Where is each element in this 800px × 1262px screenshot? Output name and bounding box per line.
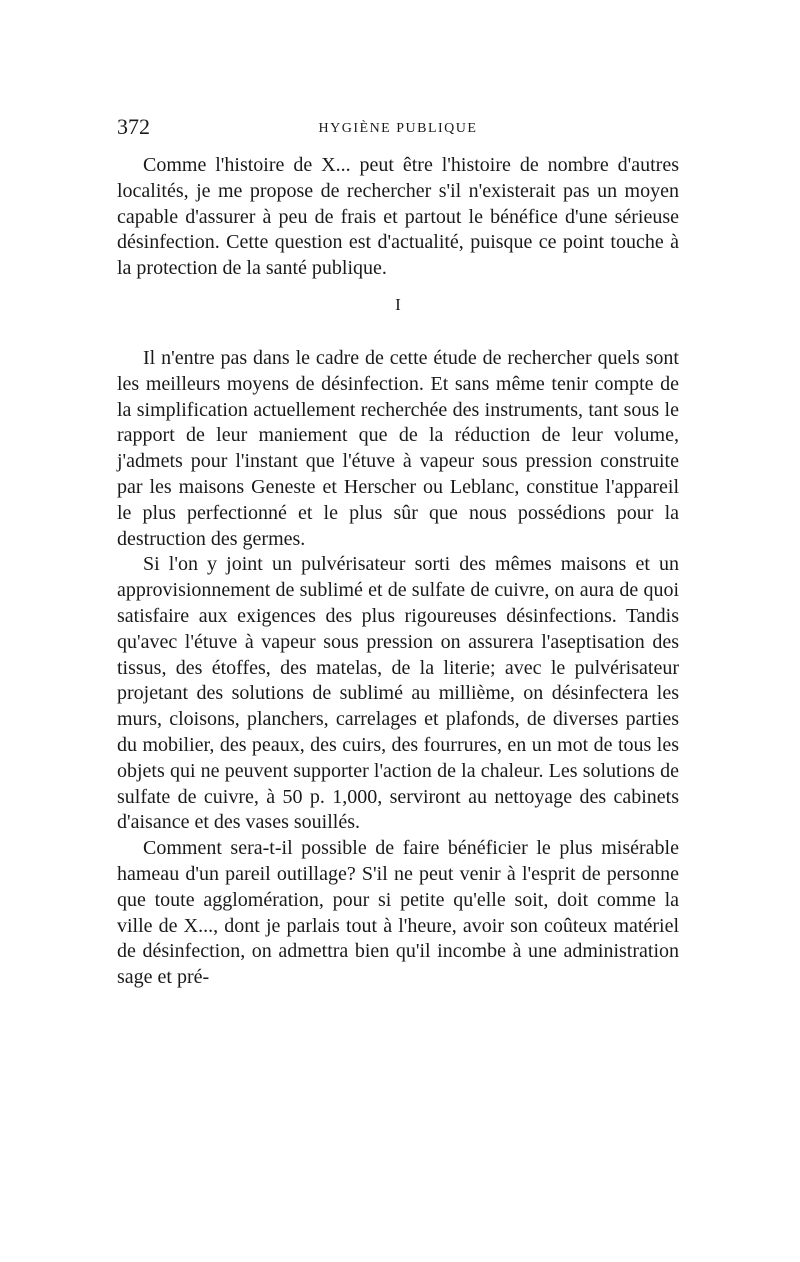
body-text — [117, 153, 679, 991]
paragraph-pulverisateur: Si l'on y joint un pulvérisateur sorti des mêmes maisons et un approvisionnement de sublimé et de sulfate de cuivre, on aura de quoi satisfaire aux exigences des plus rigoureuses désinfections. Tandis qu'avec l'étuve à vapeur sous pression on assurera l'aseptisation des tissus, des étoffes, des matelas, de la literie; avec le pulvérisateur projetant des solutions de sublimé au millième, on désinfectera les murs, cloisons, planchers, carrelages et plafonds, de diverses parties du mobilier, des peaux, des cuirs, des fourrures, en un mot de tous les objets qui ne peuvent supporter l'action de la chaleur. Les solutions de sulfate de cuivre, à 50 p. 1,000, serviront au nettoyage des cabinets d'aisance et des vases souillés. — [117, 553, 679, 834]
paragraph-intro: Comme l'histoire de X... peut être l'histoire de nombre d'autres localités, je me propose de rechercher s'il n'existerait pas un moyen capable d'assurer à peu de frais et partout le bénéfice d'une sérieuse désinfection. Cette question est d'actualité, puisque ce point touche à la protection de la santé publique. — [117, 154, 679, 280]
page-header — [117, 112, 679, 142]
paragraph-disinfection-means: Il n'entre pas dans le cadre de cette étude de rechercher quels sont les meilleurs moyens de désinfection. Et sans même tenir compte de la simplification actuellement recherchée des instruments, tant sous le rapport de leur maniement que de la réduction de leur volume, j'admets pour l'instant que l'étuve à vapeur sous pression construite par les maisons Geneste et Herscher ou Leblanc, constitue l'appareil le plus perfectionné et le plus sûr que nous possédions pour la destruction des germes. — [117, 346, 679, 550]
paragraph-hameau: Comment sera-t-il possible de faire bénéficier le plus misérable hameau d'un pareil outillage? S'il ne peut venir à l'esprit de personne que toute agglomération, pour si petite qu'elle soit, doit comme la ville de X..., dont je parlais tout à l'heure, avoir son coûteux matériel de désinfection, on admettra bien qu'il incombe à une administration sage et pré- — [117, 837, 679, 989]
running-title: HYGIÈNE PUBLIQUE — [318, 121, 478, 136]
section-number: I — [395, 294, 401, 314]
page-number: 372 — [117, 114, 150, 139]
